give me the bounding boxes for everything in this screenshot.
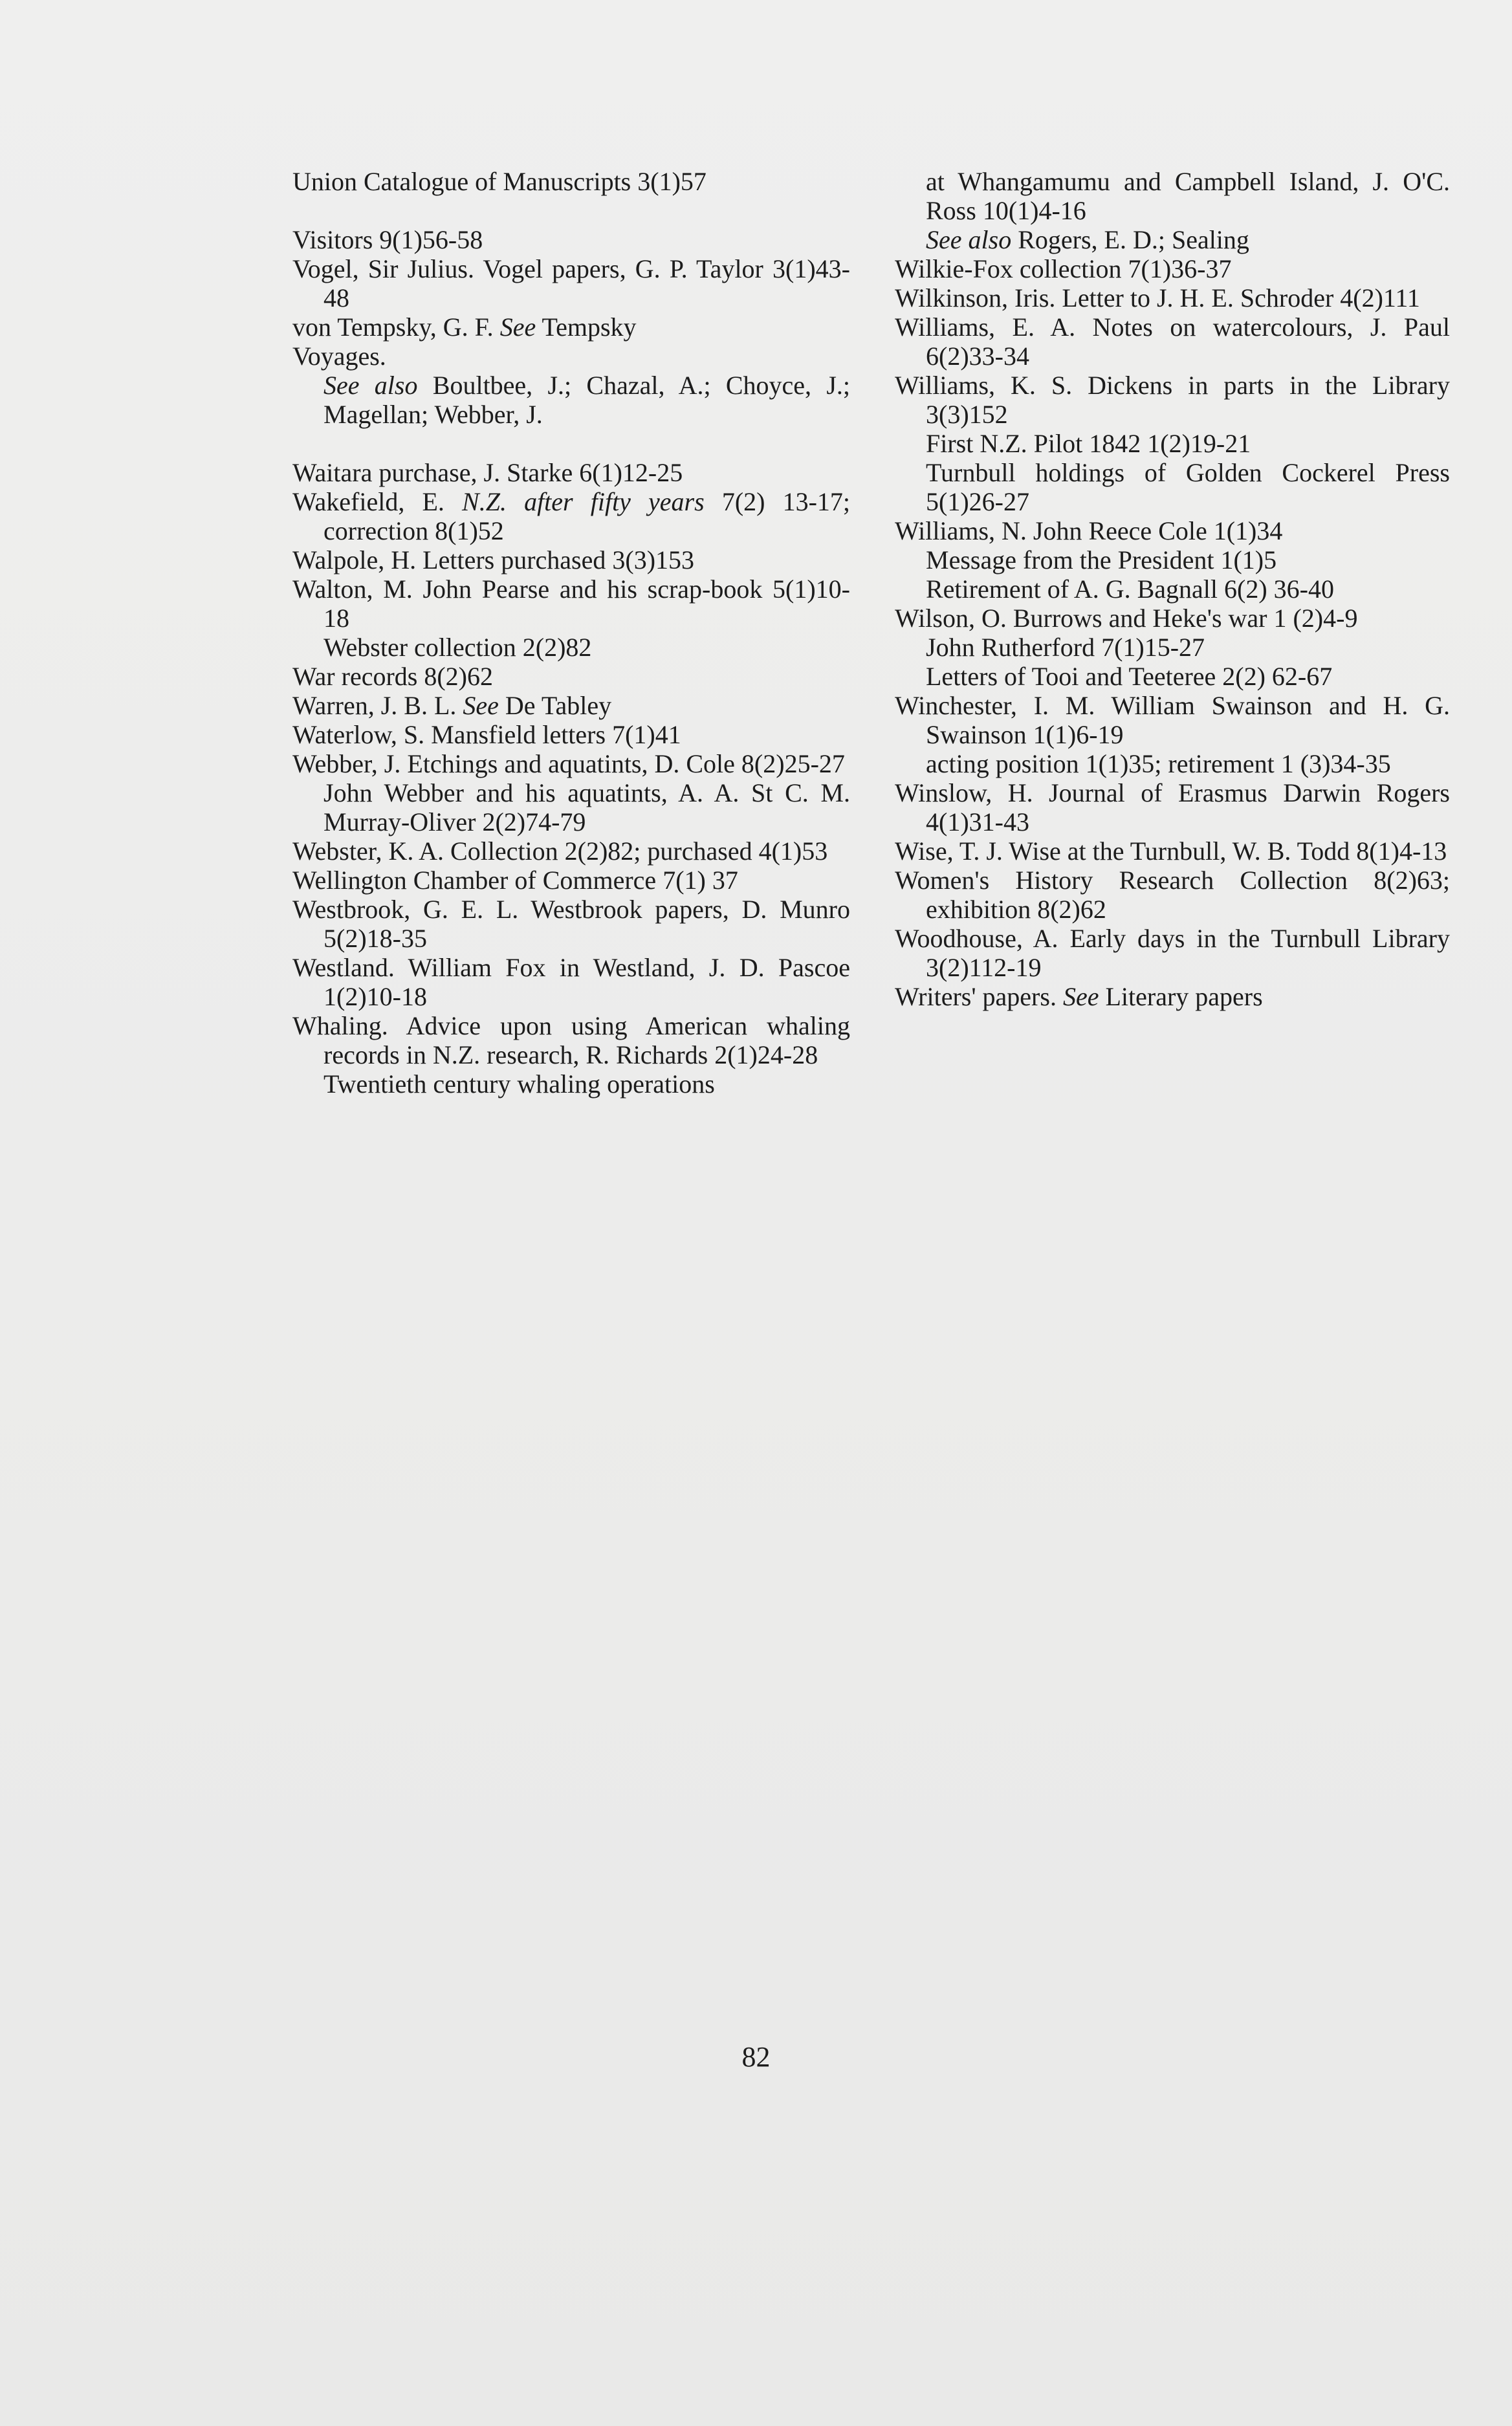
entry-text: Tempsky bbox=[536, 312, 637, 342]
index-subentry: Turnbull holdings of Golden Cockerel Press 5(1)26-27 bbox=[926, 458, 1450, 516]
index-entry: Williams, K. S. Dickens in parts in the Library 3(3)152 bbox=[895, 371, 1450, 429]
index-subentry: Message from the President 1(1)5 bbox=[926, 545, 1277, 574]
index-entry: Winslow, H. Journal of Erasmus Darwin Rogers 4(1)31-43 bbox=[895, 778, 1450, 836]
index-entry: Woodhouse, A. Early days in the Turnbull Library 3(2)112-19 bbox=[895, 924, 1450, 982]
index-entry: Wise, T. J. Wise at the Turnbull, W. B. Todd 8(1)4-13 bbox=[895, 836, 1447, 866]
index-entry: Wilson, O. Burrows and Heke's war 1 (2)4-9 bbox=[895, 604, 1358, 633]
see-reference: See bbox=[1062, 982, 1099, 1011]
index-subentry: acting position 1(1)35; retirement 1 (3)34-35 bbox=[926, 749, 1391, 778]
index-entry: Williams, E. A. Notes on watercolours, J. Paul 6(2)33-34 bbox=[895, 312, 1450, 371]
index-entry bbox=[292, 487, 850, 545]
index-entry: Women's History Research Collection 8(2)63; exhibition 8(2)62 bbox=[895, 866, 1450, 924]
index-subentry: John Webber and his aquatints, A. A. St C. M. Murray-Oliver 2(2)74-79 bbox=[323, 778, 850, 836]
index-entry bbox=[895, 982, 1450, 1011]
index-entry: Walpole, H. Letters purchased 3(3)153 bbox=[292, 545, 695, 574]
index-subentry: Webster collection 2(2)82 bbox=[323, 633, 592, 662]
section-gap bbox=[292, 429, 850, 458]
index-entry: Whaling. Advice upon using American whaling records in N.Z. research, R. Richards 2(1)24-28 bbox=[292, 1011, 850, 1069]
see-reference: See bbox=[499, 312, 536, 342]
index-entry bbox=[292, 312, 850, 342]
index-entry: Westbrook, G. E. L. Westbrook papers, D. Munro 5(2)18-35 bbox=[292, 895, 850, 953]
index-column-left bbox=[292, 167, 850, 1098]
index-entry: Wilkinson, Iris. Letter to J. H. E. Schroder 4(2)111 bbox=[895, 283, 1420, 312]
index-entry: Winchester, I. M. William Swainson and H. G. Swainson 1(1)6-19 bbox=[895, 691, 1450, 749]
index-entry: Waitara purchase, J. Starke 6(1)12-25 bbox=[292, 458, 683, 487]
index-entry: Wellington Chamber of Commerce 7(1) 37 bbox=[292, 866, 738, 895]
entry-text: 7(2) 13-17; correction 8(1)52 bbox=[323, 487, 851, 545]
entry-text: De Tabley bbox=[498, 691, 612, 720]
index-entry: Wilkie-Fox collection 7(1)36-37 bbox=[895, 254, 1232, 283]
index-entry: Vogel, Sir Julius. Vogel papers, G. P. Taylor 3(1)43-48 bbox=[292, 254, 850, 312]
index-subentry: First N.Z. Pilot 1842 1(2)19-21 bbox=[926, 429, 1251, 458]
entry-text: Warren, J. B. L. bbox=[292, 691, 463, 720]
page-number: 82 bbox=[741, 2041, 771, 2073]
index-subentry bbox=[292, 371, 850, 429]
see-reference: See also bbox=[926, 225, 1012, 254]
see-reference: See also bbox=[323, 371, 418, 400]
index-entry: Williams, N. John Reece Cole 1(1)34 bbox=[895, 516, 1283, 545]
index-subentry bbox=[895, 225, 1450, 254]
index-entry: Walton, M. John Pearse and his scrap-book 5(1)10-18 bbox=[292, 574, 850, 633]
index-entry: Westland. William Fox in Westland, J. D. Pascoe 1(2)10-18 bbox=[292, 953, 850, 1011]
entry-text: Boultbee, J.; Chazal, A.; Choyce, J.; Magellan; Webber, J. bbox=[323, 371, 851, 429]
index-subentry: at Whangamumu and Campbell Island, J. O'C. Ross 10(1)4-16 bbox=[926, 167, 1450, 225]
section-gap bbox=[292, 196, 850, 225]
index-subentry: Twentieth century whaling operations bbox=[323, 1069, 715, 1098]
see-reference: See bbox=[463, 691, 499, 720]
entry-text: Wakefield, E. bbox=[292, 487, 463, 516]
index-entry: Voyages. bbox=[292, 342, 386, 371]
index-entry: Visitors 9(1)56-58 bbox=[292, 225, 483, 254]
index-entry bbox=[292, 691, 850, 720]
entry-text: Literary papers bbox=[1099, 982, 1263, 1011]
index-entry: Webber, J. Etchings and aquatints, D. Cole 8(2)25-27 bbox=[292, 749, 845, 778]
see-reference: N.Z. after fifty years bbox=[462, 487, 705, 516]
index-subentry: Letters of Tooi and Teeteree 2(2) 62-67 bbox=[926, 662, 1333, 691]
entry-text: Writers' papers. bbox=[895, 982, 1063, 1011]
entry-text: Rogers, E. D.; Sealing bbox=[1011, 225, 1249, 254]
index-column-right bbox=[895, 167, 1450, 1011]
index-subentry: John Rutherford 7(1)15-27 bbox=[926, 633, 1205, 662]
index-entry: War records 8(2)62 bbox=[292, 662, 493, 691]
entry-text: von Tempsky, G. F. bbox=[292, 312, 500, 342]
index-subentry: Retirement of A. G. Bagnall 6(2) 36-40 bbox=[926, 574, 1334, 604]
index-entry: Union Catalogue of Manuscripts 3(1)57 bbox=[292, 167, 707, 196]
index-entry: Webster, K. A. Collection 2(2)82; purchased 4(1)53 bbox=[292, 836, 828, 866]
index-entry: Waterlow, S. Mansfield letters 7(1)41 bbox=[292, 720, 681, 749]
